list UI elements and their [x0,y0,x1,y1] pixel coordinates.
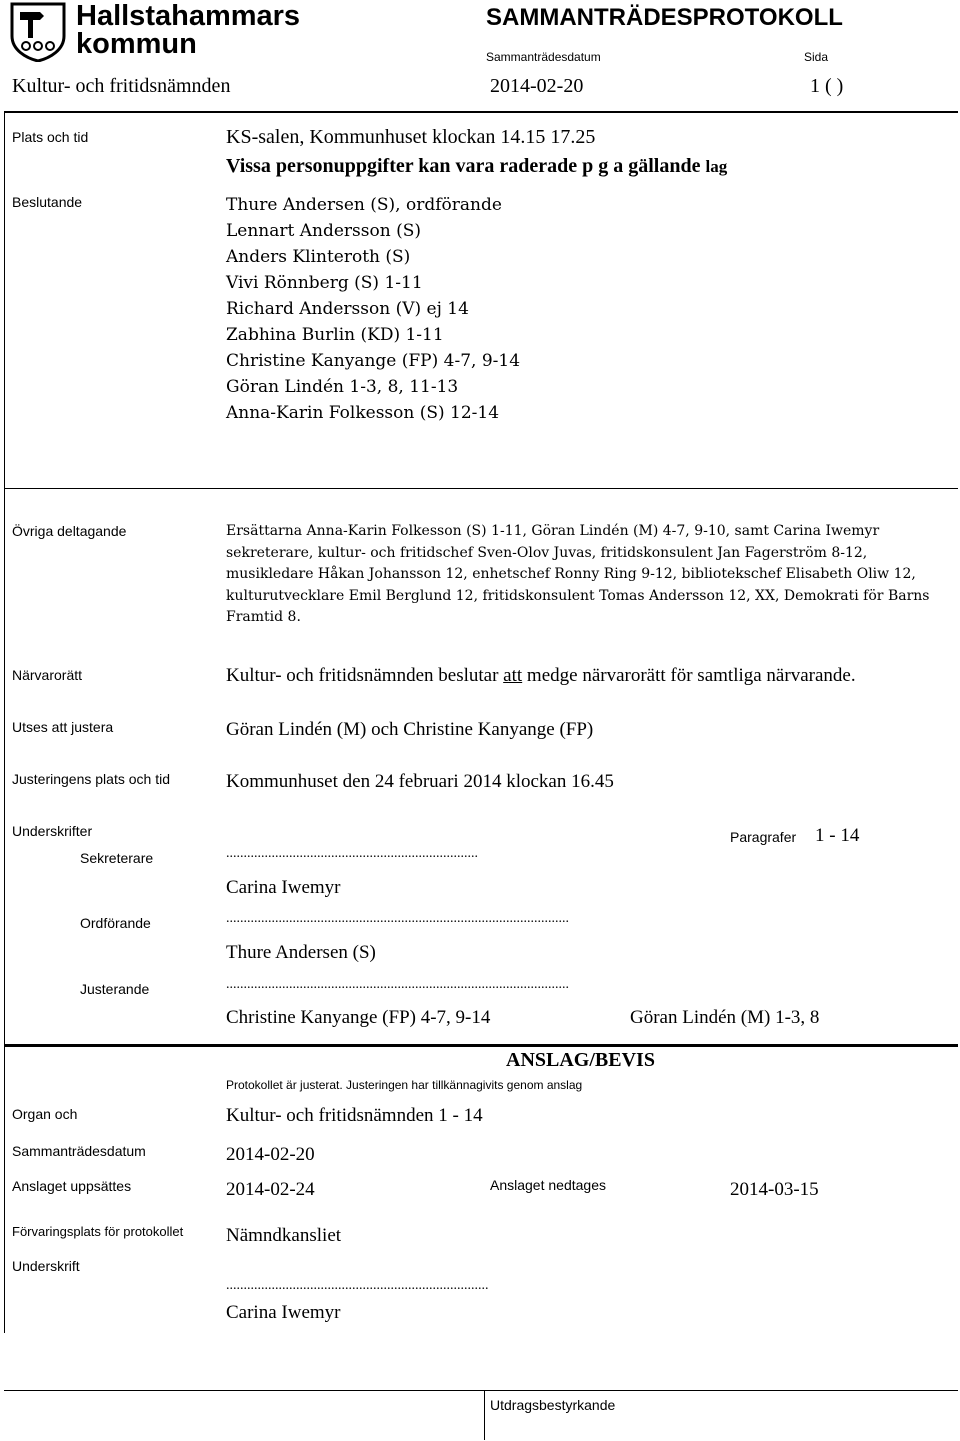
chair-name: Thure Andersen (S) [226,942,376,963]
chair-label: Ordförande [80,915,151,931]
adjusters-value: Göran Lindén (M) och Christine Kanyange (FP) [226,719,594,740]
presence-right-label: Närvarorätt [12,667,83,683]
adjuster-label: Justerande [80,981,150,997]
organ-value: Kultur- och fritidsnämnden 1 - 14 [226,1105,483,1126]
date-header-label: Sammanträdesdatum [486,50,601,64]
municipality-logo [10,0,301,62]
storage-value: Nämndkansliet [226,1225,342,1246]
presence-text-start: Kultur- och fritidsnämnden beslutar [226,665,499,686]
meeting-date: 2014-02-20 [490,75,584,97]
presence-text-underlined: att [503,665,523,686]
deciding-member: Christine Kanyange (FP) 4-7, 9-14 [226,351,521,371]
notice-signature-name: Carina Iwemyr [226,1302,341,1323]
secretary-signature-line: ........................................................................ [226,846,478,861]
storage-label: Förvaringsplats för protokollet [12,1224,184,1239]
deciding-member: Vivi Rönnberg (S) 1-11 [226,273,423,293]
other-participants-text: Ersättarna Anna-Karin Folkesson (S) 1-11, Göran Lindén (M) 4-7, 9-10, samt Carina Iwemyr sekreterare, kultur- och fritidschef Sven-Olov Juvas, fritidskonsulent Jan Fagerström 8-12, musikledare Håkan Johansson 12, enhetschef Ronny Ring 9-12, bibliotekschef Elisabeth Oliw 12, kulturutvecklare Emil Berglund 12, fritidskonsulent Tomas Andersson 12, XX, Demokrati för Barns Framtid 8. [226,523,930,625]
notice-date-label: Sammanträdesdatum [12,1143,146,1159]
deciding-member: Anders Klinteroth (S) [226,247,411,267]
privacy-note-text: Vissa personuppgifter kan vara raderade p g a gällande [226,155,701,177]
notice-signature-line: ........................................................................... [226,1278,489,1293]
deciding-member: Lennart Andersson (S) [226,221,421,241]
place-time-value: KS-salen, Kommunhuset klockan 14.15 17.25 [226,126,596,148]
secretary-label: Sekreterare [80,850,154,866]
presence-right-decision [226,665,856,687]
removed-value: 2014-03-15 [730,1179,819,1200]
deciding-member: Anna-Karin Folkesson (S) 12-14 [226,403,500,423]
posted-value: 2014-02-24 [226,1179,315,1200]
posted-label: Anslaget uppsättes [12,1178,132,1194]
coat-of-arms-icon [10,2,66,62]
privacy-note-end: lag [705,157,728,176]
page-header-label: Sida [804,50,829,64]
deciding-member: Zabhina Burlin (KD) 1-11 [226,325,444,345]
presence-text-end: medge närvarorätt för samtliga närvarande. [526,665,856,686]
org-name-line2: kommun [76,28,197,60]
adjusters-label: Utses att justera [12,719,114,735]
adjust-place-label: Justeringens plats och tid [12,771,170,787]
org-name-line1: Hallstahammars [76,0,301,32]
removed-label: Anslaget nedtages [490,1177,606,1193]
extract-certification-label: Utdragsbestyrkande [490,1397,616,1413]
organ-label: Organ och [12,1106,78,1122]
footer-separator [484,1390,485,1440]
adjuster-name-2: Göran Lindén (M) 1-3, 8 [630,1007,820,1028]
adjuster-signature-line: .................................................................................................. [226,977,569,992]
signature-label: Underskrift [12,1258,80,1274]
committee-name: Kultur- och fritidsnämnden [12,75,231,97]
deciding-member: Göran Lindén 1-3, 8, 11-13 [226,377,459,397]
signatures-label: Underskrifter [12,823,93,839]
left-border [4,111,5,1333]
deciding-members-list [226,192,520,426]
adjust-place-value: Kommunhuset den 24 februari 2014 klockan 16.45 [226,771,614,792]
footer-divider [4,1390,958,1391]
other-participants-label: Övriga deltagande [12,523,127,539]
header-divider [4,111,958,113]
chair-signature-line: .................................................................................................. [226,911,569,926]
deciding-label: Beslutande [12,194,83,210]
paragraphs-label: Paragrafer [730,829,797,845]
page-number: 1 ( ) [810,75,844,97]
adjuster-name-1: Christine Kanyange (FP) 4-7, 9-14 [226,1007,491,1028]
deciding-member: Richard Andersson (V) ej 14 [226,299,469,319]
notice-divider [4,1044,958,1047]
privacy-note [226,155,727,178]
paragraphs-value: 1 - 14 [815,825,860,846]
notice-date-value: 2014-02-20 [226,1144,315,1165]
secretary-name: Carina Iwemyr [226,877,341,898]
deciding-member: Thure Andersen (S), ordförande [226,195,502,215]
document-type: SAMMANTRÄDESPROTOKOLL [486,4,843,31]
notice-title: ANSLAG/BEVIS [506,1049,655,1071]
section-divider [4,488,958,489]
place-time-label: Plats och tid [12,129,89,145]
notice-subtitle: Protokollet är justerat. Justeringen har tillkännagivits genom anslag [226,1078,583,1092]
